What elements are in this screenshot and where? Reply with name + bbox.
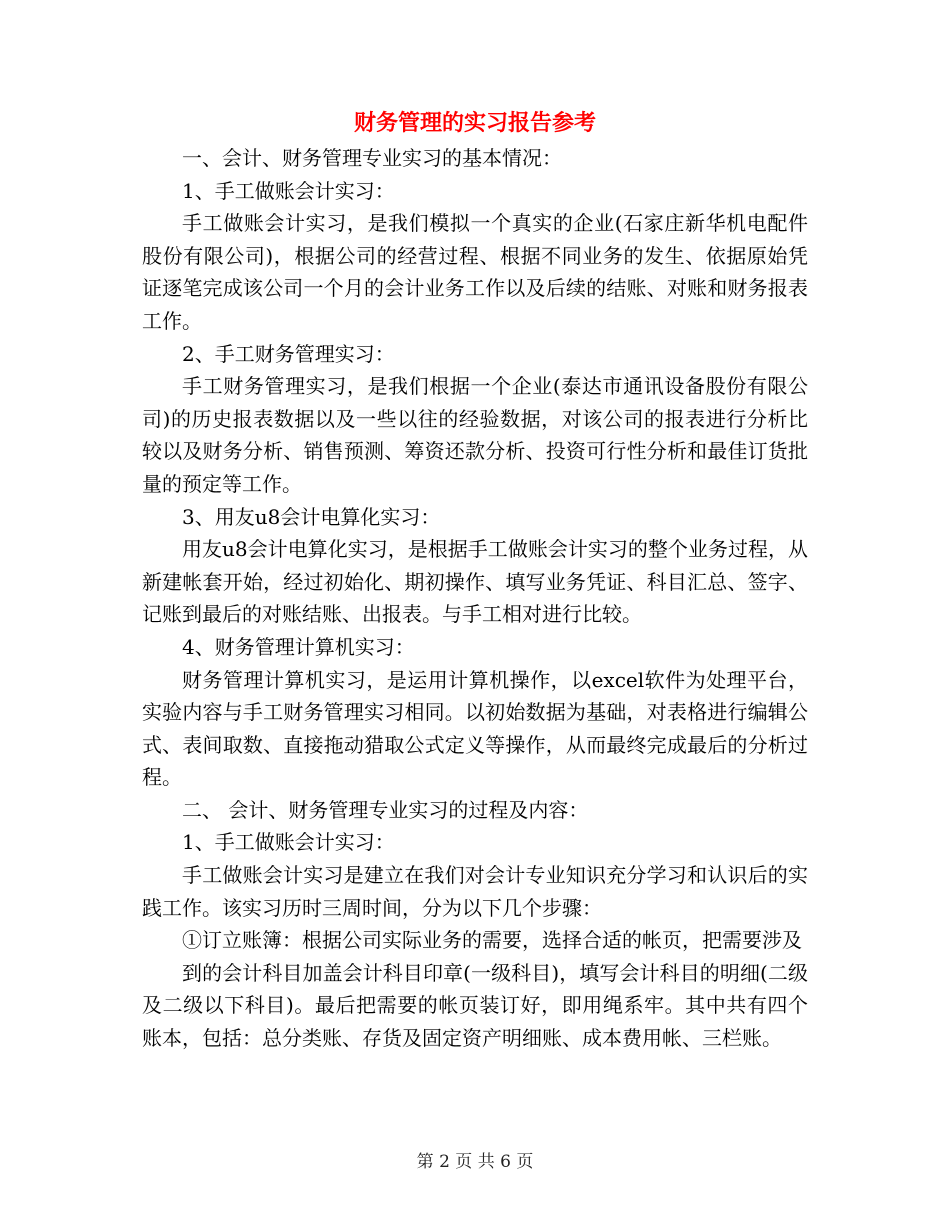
paragraph-step-1-continued: 到的会计科目加盖会计科目印章(一级科目)，填写会计科目的明细(二级及二级以下科目)。最后把需要的帐页装订好，即用绳系牢。其中共有四个账本，包括：总分类账、存货及固定资产明细账、成本费用帐、三栏账。 [142,960,808,1051]
paragraph-computer-finance: 财务管理计算机实习，是运用计算机操作，以excel软件为处理平台，实验内容与手工财务管理实习相同。以初始数据为基础，对表格进行编辑公式、表间取数、直接拖动猎取公式定义等操作，从而最终完成最后的分析过程。 [142,667,808,790]
paragraph-manual-bookkeeping: 手工做账会计实习，是我们模拟一个真实的企业(石家庄新华机电配件股份有限公司)，根据公司的经营过程、根据不同业务的发生、依据原始凭证逐笔完成该公司一个月的会计业务工作以及后续的结账、对账和财务报表工作。 [142,211,808,333]
paragraph-step-1: ①订立账簿：根据公司实际业务的需要，选择合适的帐页，把需要涉及 [182,928,802,953]
subheading-computer-finance: 4、财务管理计算机实习： [182,634,415,659]
subheading-manual-bookkeeping-2: 1、手工做账会计实习： [182,830,395,855]
subheading-u8-accounting: 3、用友u8会计电算化实习： [182,504,441,529]
paragraph-manual-finance: 手工财务管理实习，是我们根据一个企业(泰达市通讯设备股份有限公司)的历史报表数据以及一些以往的经验数据，对该公司的报表进行分析比较以及财务分析、销售预测、筹资还款分析、投资可行性分析和最佳订货批量的预定等工作。 [142,374,808,496]
section-heading-1: 一、会计、财务管理专业实习的基本情况： [182,146,562,170]
paragraph-manual-bookkeeping-2: 手工做账会计实习是建立在我们对会计专业知识充分学习和认识后的实践工作。该实习历时三周时间，分为以下几个步骤： [142,863,808,920]
subheading-manual-finance: 2、手工财务管理实习： [182,341,395,366]
document-body [142,142,808,1055]
subheading-manual-bookkeeping: 1、手工做账会计实习： [182,178,395,203]
document-title: 财务管理的实习报告参考 [353,111,596,136]
paragraph-u8-accounting: 用友u8会计电算化实习，是根据手工做账会计实习的整个业务过程，从新建帐套开始，经过初始化、期初操作、填写业务凭证、科目汇总、签字、记账到最后的对账结账、出报表。与手工相对进行比较。 [142,537,808,627]
section-heading-2: 二、 会计、财务管理专业实习的过程及内容： [182,797,589,822]
page-footer: 第 2 页 共 6 页 [416,1152,534,1172]
